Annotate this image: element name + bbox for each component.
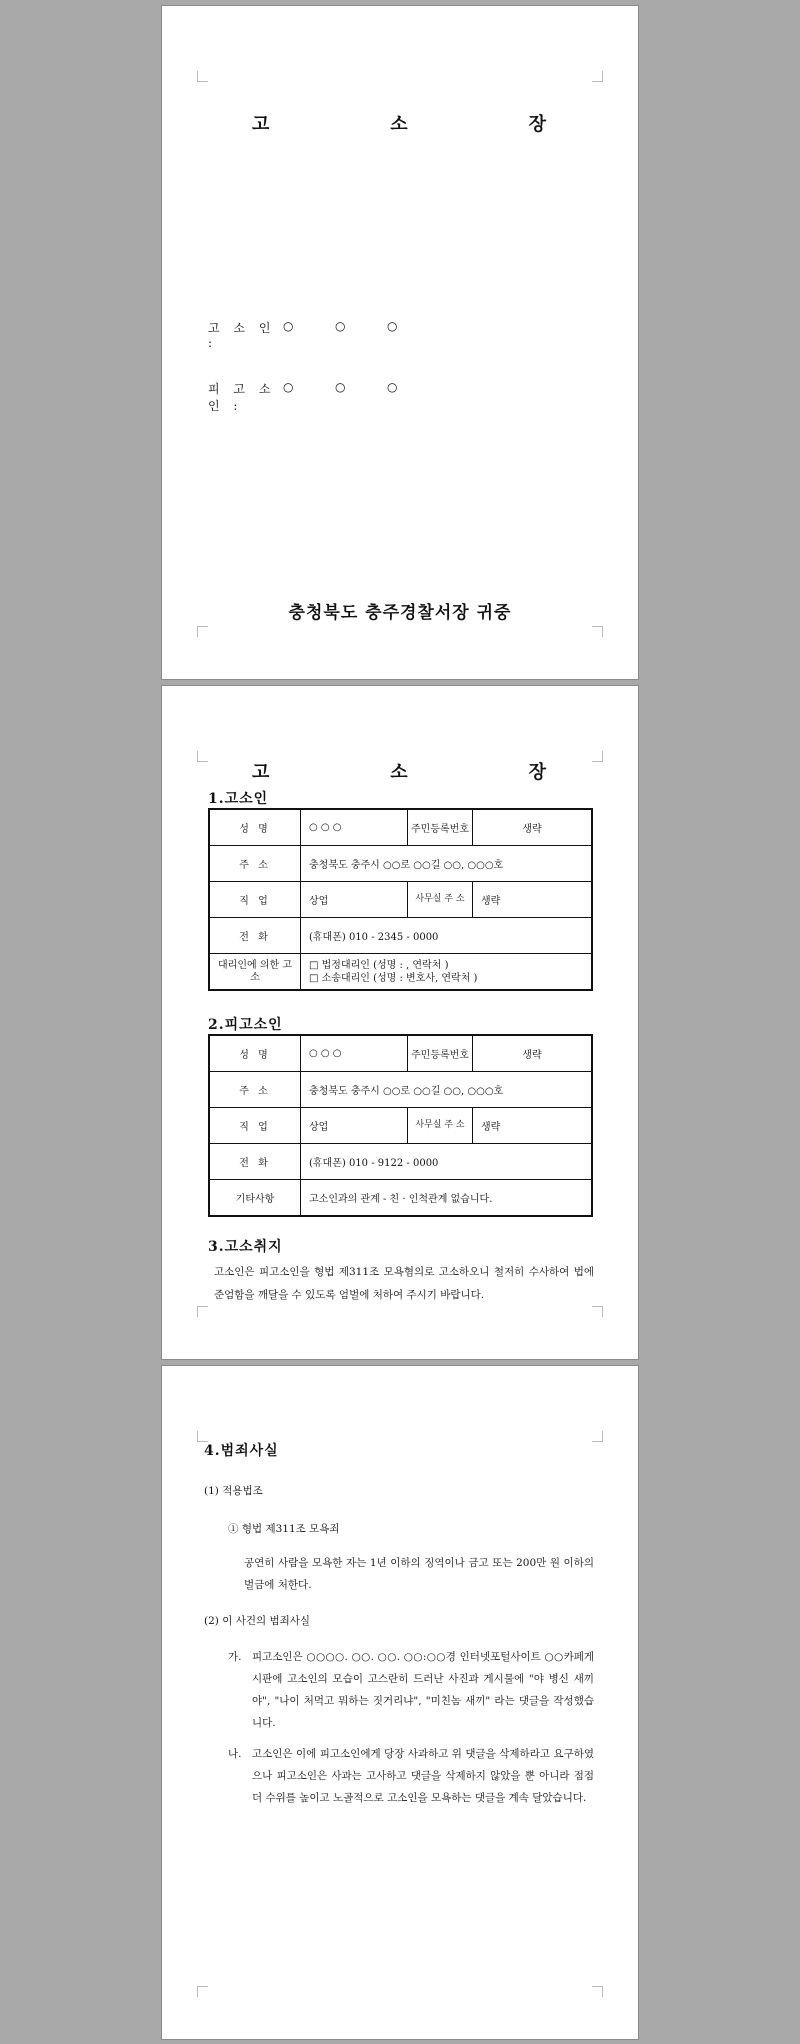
agent-label: 대리인에 의한 고 소 [209, 954, 301, 991]
office-label: 사무실 주 소 [408, 882, 473, 918]
litigation-agent-line: □ 소송대리인 (성명 : 변호사, 연락처 ) [309, 972, 478, 984]
title-char: 고 [252, 762, 272, 783]
accused-line [208, 380, 439, 414]
crop-mark [197, 71, 208, 82]
page-form [161, 685, 639, 1360]
section-purpose-heading: 3.고소취지 [208, 1239, 283, 1255]
name-mark: ○ [387, 319, 398, 333]
section-facts-heading: 4.범죄사실 [204, 1443, 279, 1459]
document-title [162, 110, 638, 136]
crop-mark [592, 1986, 603, 1997]
job-value: 상업 [301, 1108, 408, 1144]
crop-mark [592, 1431, 603, 1442]
document-title [162, 758, 638, 784]
office-label: 사무실 주 소 [408, 1108, 473, 1144]
agent-value [301, 954, 593, 991]
fact-ga-marker: 가. [228, 1651, 242, 1663]
address-label: 주 소 [209, 1072, 301, 1108]
name-label: 성 명 [209, 1035, 301, 1072]
name-mark: ○ [387, 380, 398, 394]
job-label: 직 업 [209, 1108, 301, 1144]
name-value: ○ ○ ○ [301, 809, 408, 846]
name-mark: ○ [335, 319, 346, 333]
etc-value: 고소인과의 관계 - 친 · 인척관계 없습니다. [301, 1180, 593, 1217]
crop-mark [592, 1306, 603, 1317]
rrn-value: 생략 [473, 809, 593, 846]
purpose-text: 고소인은 피고소인을 형법 제311조 모욕혐의로 고소하오니 철저히 수사하여 법에 준엄함을 깨달을 수 있도록 엄벌에 처하여 주시기 바랍니다. [214, 1266, 594, 1301]
law-title: ① 형법 제311조 모욕죄 [228, 1523, 340, 1535]
section-accused-heading: 2.피고소인 [208, 1017, 283, 1033]
etc-label: 기타사항 [209, 1180, 301, 1217]
fact-ga-text: 피고소인은 ○○○○. ○○. ○○. ○○:○○경 인터넷포털사이트 ○○카페게시판에 고소인의 모습이 고스란히 드러난 사진과 게시물에 "야 병신 새끼야", "나이 처먹고 뭐하는 짓거리냐", "미친놈 새끼" 라는 댓글을 작성했습니다. [252, 1651, 594, 1729]
name-label: 성 명 [209, 809, 301, 846]
page-cover [161, 5, 639, 680]
accused-table [208, 1034, 593, 1217]
name-value: ○ ○ ○ [301, 1035, 408, 1072]
complainant-line [208, 319, 439, 350]
crop-mark [592, 626, 603, 637]
legal-agent-line: □ 법정대리인 (성명 : , 연락처 ) [309, 959, 449, 971]
rrn-value: 생략 [473, 1035, 593, 1072]
job-label: 직 업 [209, 882, 301, 918]
office-value: 생략 [473, 1108, 593, 1144]
section-complainant-heading: 1.고소인 [208, 791, 269, 807]
title-char: 장 [528, 114, 548, 135]
phone-value: (휴대폰) 010 - 2345 - 0000 [301, 918, 593, 954]
fact-na-marker: 나. [228, 1748, 242, 1760]
facts-subheading: (2) 이 사건의 범죄사실 [204, 1615, 311, 1627]
address-value: 충청북도 충주시 ○○로 ○○길 ○○, ○○○호 [301, 846, 593, 882]
address-value: 충청북도 충주시 ○○로 ○○길 ○○, ○○○호 [301, 1072, 593, 1108]
phone-value: (휴대폰) 010 - 9122 - 0000 [301, 1144, 593, 1180]
name-mark: ○ [335, 380, 346, 394]
phone-label: 전 화 [209, 918, 301, 954]
crop-mark [197, 626, 208, 637]
address-label: 주 소 [209, 846, 301, 882]
title-char: 소 [390, 114, 410, 135]
title-char: 장 [528, 762, 548, 783]
complainant-table [208, 808, 593, 991]
applicable-law-heading: (1) 적용법조 [204, 1485, 263, 1497]
complainant-label: 고 소 인 : [208, 321, 276, 350]
page-facts [161, 1365, 639, 2040]
rrn-label: 주민등록번호 [408, 1035, 473, 1072]
name-mark: ○ [283, 319, 294, 333]
crop-mark [197, 1986, 208, 1997]
fact-na-text: 고소인은 이에 피고소인에게 당장 사과하고 위 댓글을 삭제하라고 요구하였으나 피고소인은 사과는 고사하고 댓글을 삭제하지 않았을 뿐 아니라 점점 더 수위를 높이고 노골적으로 고소인을 모욕하는 댓글을 계속 달았습니다. [252, 1748, 594, 1804]
accused-label: 피 고 소 인 : [208, 382, 276, 413]
name-mark: ○ [283, 380, 294, 394]
title-char: 고 [252, 114, 272, 135]
office-value: 생략 [473, 882, 593, 918]
job-value: 상업 [301, 882, 408, 918]
crop-mark [197, 1306, 208, 1317]
law-text: 공연히 사람을 모욕한 자는 1년 이하의 징역이나 금고 또는 200만 원 이하의 벌금에 처한다. [244, 1557, 594, 1591]
recipient-footer: 충청북도 충주경찰서장 귀중 [288, 603, 512, 623]
rrn-label: 주민등록번호 [408, 809, 473, 846]
title-char: 소 [390, 762, 410, 783]
crop-mark [592, 71, 603, 82]
phone-label: 전 화 [209, 1144, 301, 1180]
